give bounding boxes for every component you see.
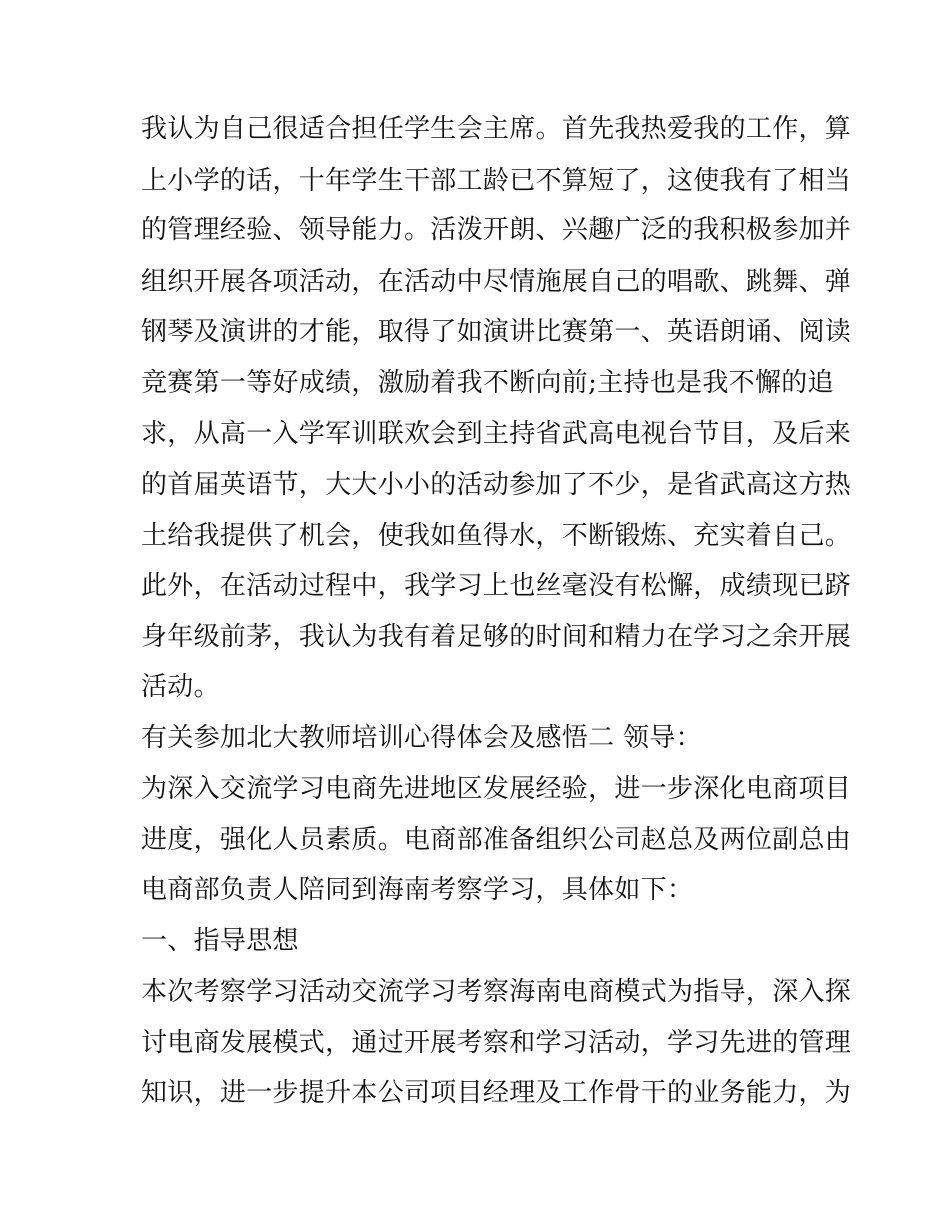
text-line: 钢琴及演讲的才能，取得了如演讲比赛第一、英语朗诵、阅读 bbox=[141, 317, 852, 347]
text-line: 竞赛第一等好成绩，激励着我不断向前;主持也是我不懈的追 bbox=[141, 368, 834, 398]
text-line: 电商部负责人陪同到海南考察学习，具体如下： bbox=[141, 875, 694, 905]
text-line: 进度，强化人员素质。电商部准备组织公司赵总及两位副总由 bbox=[141, 825, 852, 855]
text-line: 的管理经验、领导能力。活泼开朗、兴趣广泛的我积极参加并 bbox=[141, 215, 852, 245]
section-heading: 一、指导思想 bbox=[141, 926, 299, 956]
text-line: 我认为自己很适合担任学生会主席。首先我热爱我的工作，算 bbox=[141, 114, 852, 144]
text-line: 求，从高一入学军训联欢会到主持省武高电视台节目，及后来 bbox=[141, 419, 852, 449]
text-line: 土给我提供了机会，使我如鱼得水，不断锻炼、充实着自己。 bbox=[141, 521, 852, 551]
section-heading: 有关参加北大教师培训心得体会及感悟二 领导： bbox=[141, 723, 702, 753]
text-line: 组织开展各项活动，在活动中尽情施展自己的唱歌、跳舞、弹 bbox=[141, 267, 852, 297]
text-line: 活动。 bbox=[141, 672, 220, 702]
text-line: 此外，在活动过程中，我学习上也丝毫没有松懈，成绩现已跻 bbox=[141, 571, 852, 601]
text-line: 身年级前茅，我认为我有着足够的时间和精力在学习之余开展 bbox=[141, 622, 852, 652]
text-line: 本次考察学习活动交流学习考察海南电商模式为指导，深入探 bbox=[141, 977, 852, 1007]
text-line: 讨电商发展模式，通过开展考察和学习活动，学习先进的管理 bbox=[141, 1028, 852, 1058]
text-line: 上小学的话，十年学生干部工龄已不算短了，这使我有了相当 bbox=[141, 166, 852, 196]
text-line: 的首届英语节，大大小小的活动参加了不少，是省武高这方热 bbox=[141, 470, 852, 500]
text-line: 知识，进一步提升本公司项目经理及工作骨干的业务能力，为 bbox=[141, 1078, 852, 1108]
text-line: 为深入交流学习电商先进地区发展经验，进一步深化电商项目 bbox=[141, 774, 852, 804]
